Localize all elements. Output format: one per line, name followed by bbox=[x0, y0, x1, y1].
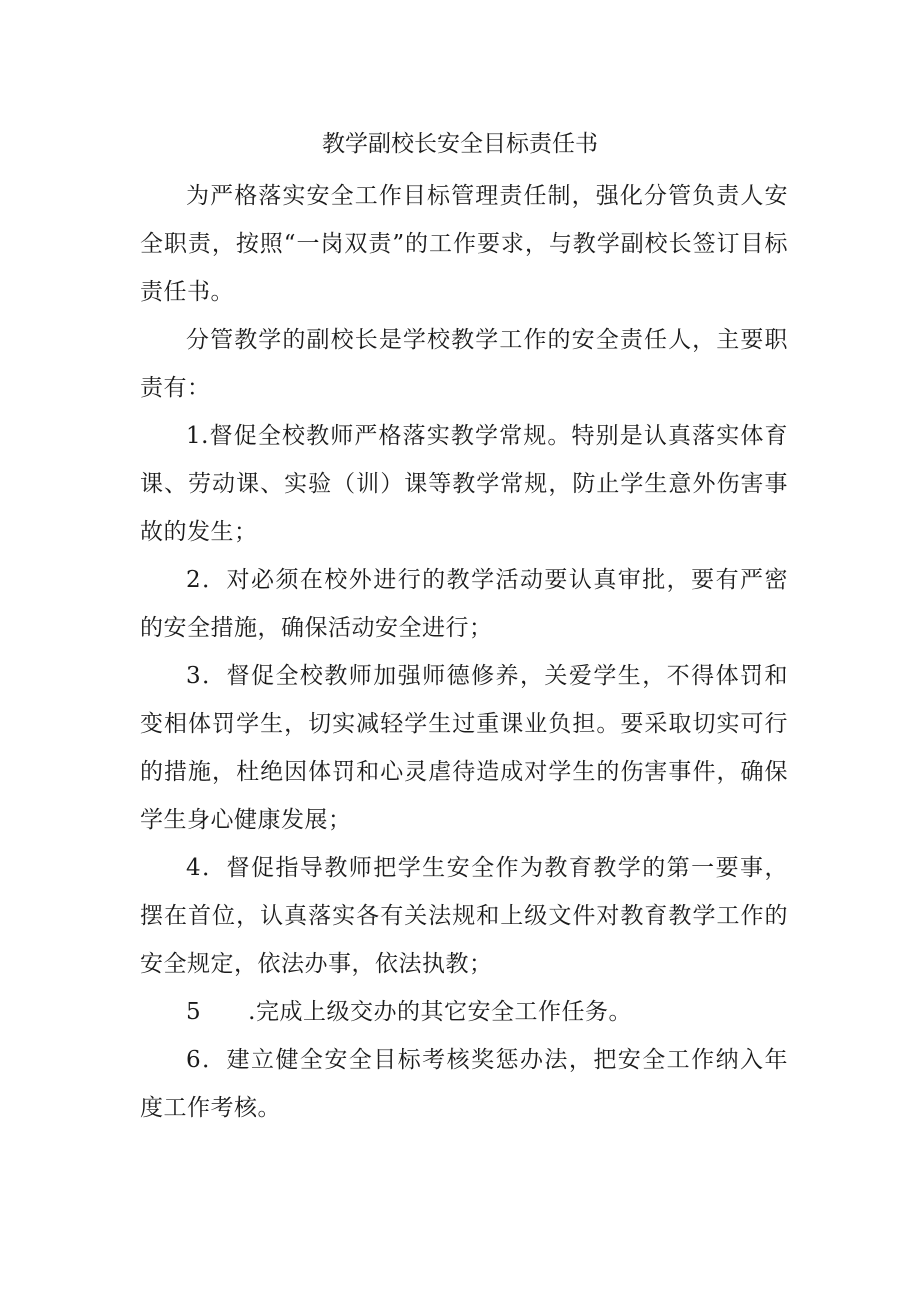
duties-intro-paragraph: 分管教学的副校长是学校教学工作的安全责任人，主要职责有： bbox=[140, 327, 788, 401]
duty-item-4: 4．督促指导教师把学生安全作为教育教学的第一要事，摆在首位，认真落实各有关法规和上级文件对教育教学工作的安全规定，依法办事，依法执教； bbox=[140, 855, 788, 977]
duty-item-1: 1.督促全校教师严格落实教学常规。特别是认真落实体育课、劳动课、实验（训）课等教学常规，防止学生意外伤害事故的发生； bbox=[140, 423, 788, 545]
duty-item-2: 2．对必须在校外进行的教学活动要认真审批，要有严密的安全措施，确保活动安全进行； bbox=[140, 567, 788, 641]
document-title: 教学副校长安全目标责任书 bbox=[322, 131, 598, 157]
duty-item-3: 3．督促全校教师加强师德修养，关爱学生，不得体罚和变相体罚学生，切实减轻学生过重课业负担。要采取切实可行的措施，杜绝因体罚和心灵虐待造成对学生的伤害事件，确保学生身心健康发展； bbox=[140, 663, 788, 833]
duty-item-6: 6．建立健全安全目标考核奖惩办法，把安全工作纳入年度工作考核。 bbox=[140, 1047, 788, 1121]
document-body bbox=[140, 172, 788, 1132]
intro-paragraph: 为严格落实安全工作目标管理责任制，强化分管负责人安全职责，按照“一岗双责”的工作要求，与教学副校长签订目标责任书。 bbox=[140, 183, 788, 305]
duty-item-5: 5 .完成上级交办的其它安全工作任务。 bbox=[186, 999, 632, 1025]
